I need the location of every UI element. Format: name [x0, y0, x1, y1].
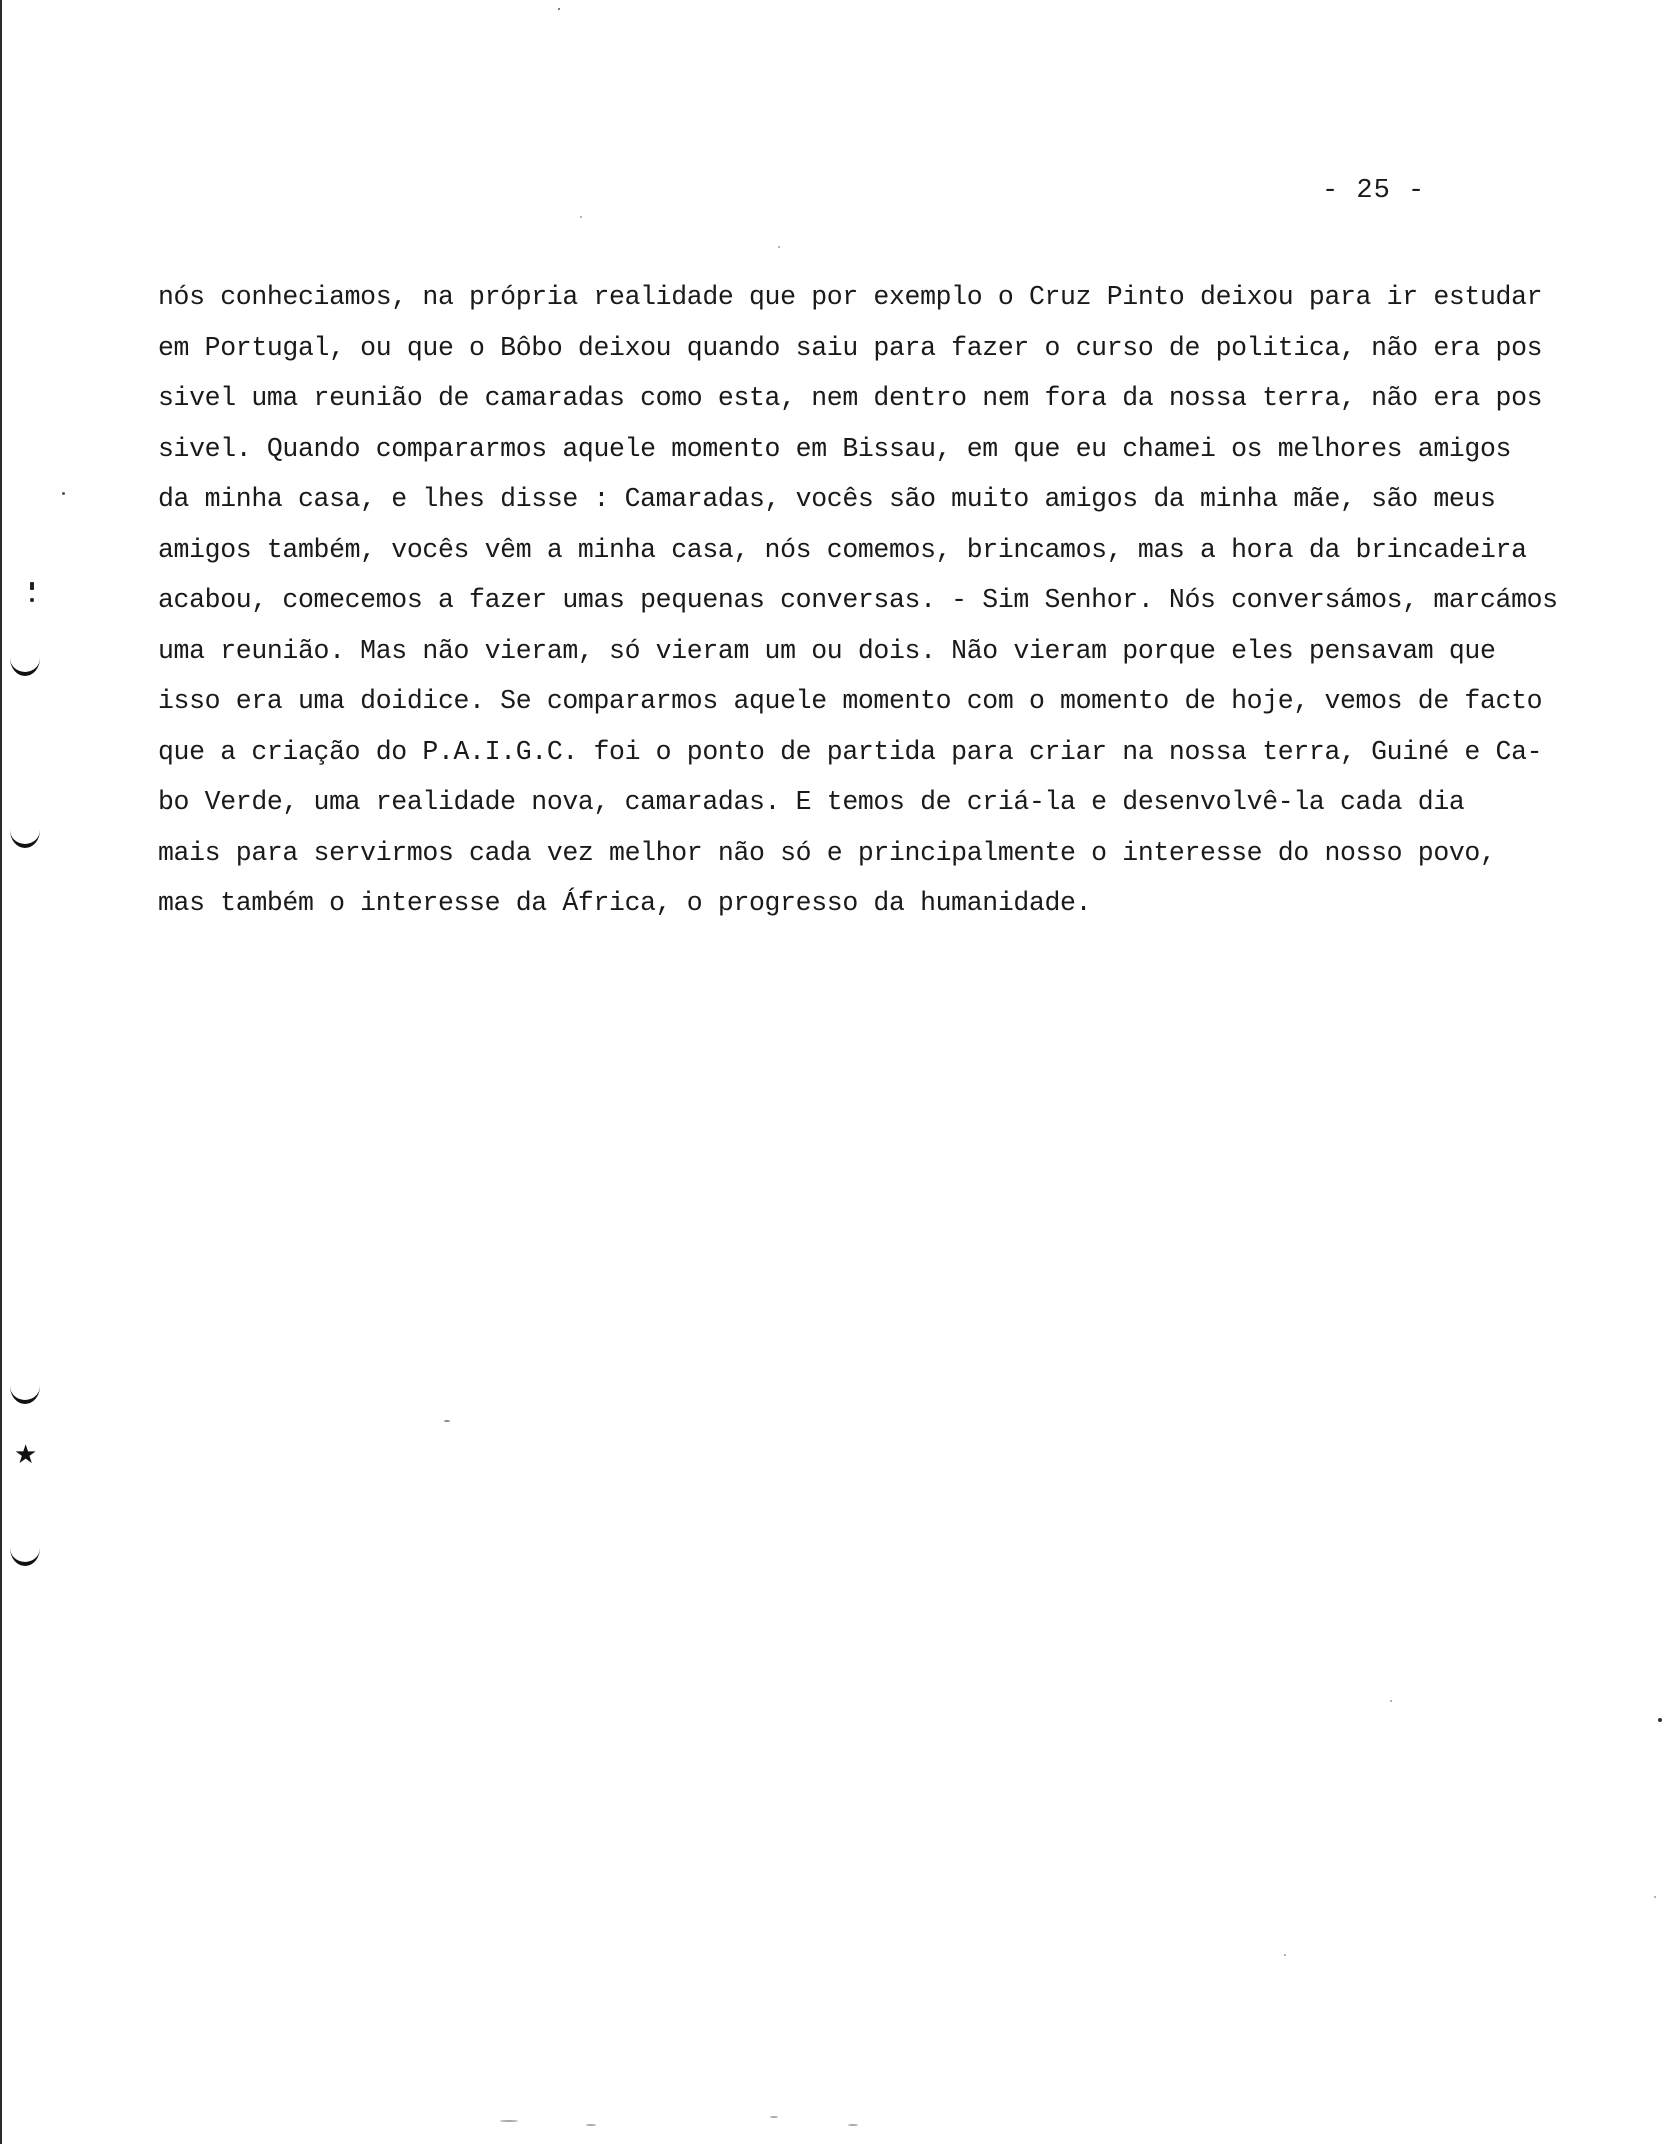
dust-speck — [778, 246, 780, 248]
text-line: que a criação do P.A.I.G.C. foi o ponto de partida para criar na nossa terra, Guiné e Ca- — [158, 736, 1543, 767]
margin-bracket-mark — [10, 658, 40, 676]
margin-speck — [30, 598, 34, 602]
text-line: mas também o interesse da África, o progresso da humanidade. — [158, 888, 1092, 918]
text-line: isso era uma doidice. Se compararmos aquele momento com o momento de hoje, vemos de facto — [158, 686, 1543, 716]
page-left-edge — [0, 0, 2, 2144]
dust-speck — [444, 1420, 450, 1422]
text-line: bo Verde, uma realidade nova, camaradas. E temos de criá-la e desenvolvê-la cada dia — [158, 787, 1465, 817]
margin-speck — [30, 582, 34, 590]
dust-speck — [580, 216, 582, 218]
text-line: em Portugal, ou que o Bôbo deixou quando saiu para fazer o curso de politica, não era pos — [158, 332, 1543, 363]
dust-speck — [1284, 1954, 1286, 1956]
margin-speck — [62, 492, 65, 495]
body-text — [158, 272, 1558, 929]
dust-speck — [558, 8, 560, 10]
dust-speck — [1654, 1896, 1656, 1898]
dust-speck — [1390, 1700, 1392, 1702]
text-line: da minha casa, e lhes disse : Camaradas, vocês são muito amigos da minha mãe, são meus — [158, 484, 1496, 514]
margin-bracket-mark — [10, 1386, 40, 1404]
text-line: sivel uma reunião de camaradas como esta, nem dentro nem fora da nossa terra, não era pos — [158, 383, 1543, 413]
page-number: - 25 - — [1322, 176, 1426, 206]
text-line: acabou, comecemos a fazer umas pequenas conversas. - Sim Senhor. Nós conversámos, marcámos — [158, 585, 1558, 615]
text-line: sivel. Quando compararmos aquele momento em Bissau, em que eu chamei os melhores amigos — [158, 433, 1512, 464]
margin-bracket-mark — [10, 1548, 40, 1566]
text-line: amigos também, vocês vêm a minha casa, nós comemos, brincamos, mas a hora da brincadeira — [158, 534, 1527, 565]
margin-bracket-mark — [10, 830, 40, 848]
star-icon: ★ — [14, 1440, 38, 1470]
text-line: mais para servirmos cada vez melhor não só e principalmente o interesse do nosso povo, — [158, 837, 1496, 868]
dust-speck — [500, 2120, 518, 2122]
text-line: nós conheciamos, na própria realidade que por exemplo o Cruz Pinto deixou para ir estudar — [158, 282, 1543, 312]
dust-speck — [848, 2124, 858, 2126]
text-line: uma reunião. Mas não vieram, só vieram um ou dois. Não vieram porque eles pensavam que — [158, 635, 1496, 666]
dust-speck — [586, 2124, 596, 2126]
dust-speck — [770, 2116, 778, 2118]
dust-speck — [1658, 1718, 1662, 1722]
